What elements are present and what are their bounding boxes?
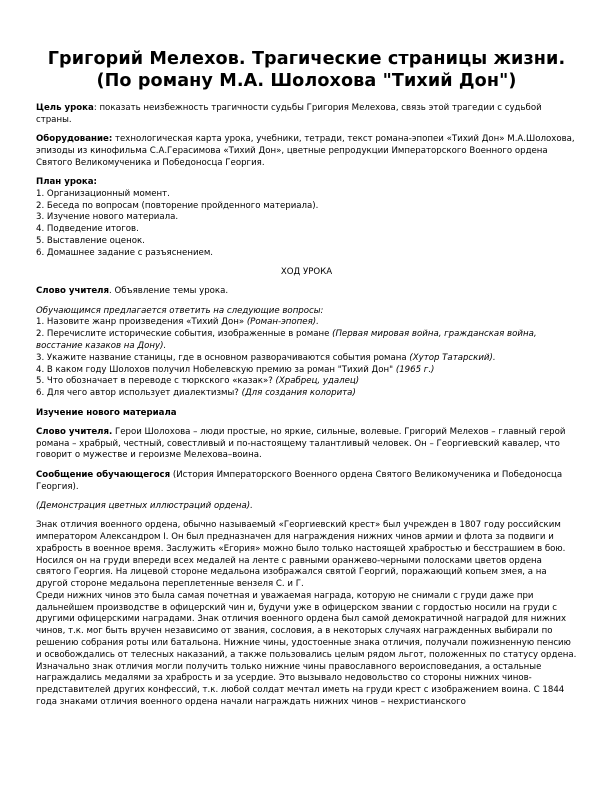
question-item	[36, 353, 577, 365]
question-text: 6. Для чего автор использует диалектизмы?	[36, 388, 242, 399]
question-text: 3. Укажите название станицы, где в основном разворачиваются события романа	[36, 352, 410, 363]
plan-item: 5. Выставление оценок.	[36, 235, 145, 246]
document-page	[36, 48, 577, 709]
equipment	[36, 134, 577, 169]
lesson-goal-text: : показать неизбежность трагичности судьбы Григория Мелехова, связь этой трагедии с судьбой страны.	[36, 103, 542, 125]
question-item	[36, 317, 577, 329]
equipment-label: Оборудование:	[36, 134, 113, 145]
question-text: 1. Назовите жанр произведения «Тихий Дон»	[36, 317, 247, 328]
new-material-heading: Изучение нового материала	[36, 407, 177, 418]
question-answer: (1965 г.)	[395, 364, 435, 375]
teacher-intro-text: . Объявление темы урока.	[108, 286, 229, 297]
teacher-word-label: Слово учителя.	[36, 426, 113, 437]
question-item	[36, 376, 577, 388]
question-item	[36, 329, 577, 353]
plan-item: 4. Подведение итогов.	[36, 224, 139, 235]
plan-item: 3. Изучение нового материала.	[36, 212, 179, 223]
body-paragraph: Знак отличия военного ордена, обычно называемый «Георгиевский крест» был учрежден в 1807 году российским императором Александром I. Он был предназначен для награждения нижних чинов армии и флота за подвиги и храбрость в военное время. Заслужить «Егория» можно было только настоящей храбростью и бесстрашием в бою. Носился он на груди впереди всех медалей на ленте с равными оранжево-черными полосками цветов ордена святого Георгия. На лицевой стороне медальона изображался святой Георгий, поражающий копьем змея, а на другой стороне медальона переплетенные вензеля С. и Г.	[36, 520, 566, 590]
question-answer: (Хутор Татарский).	[409, 352, 496, 363]
teacher-intro	[36, 286, 577, 298]
questions-intro: Обучающимся предлагается ответить на следующие вопросы:	[36, 305, 324, 316]
course-heading: ХОД УРОКА	[280, 267, 333, 278]
body-paragraph: Изначально знак отличия могли получить только нижние чины православного вероисповедания, а остальные награждались медалями за храбрость и за усердие. Это вызывало недовольство со стороны нижних чинов-представителей других конфессий, т.к. любой солдат мечтал иметь на груди крест с изображением воина. С 1844 года знаками отличия военного ордена начали награждать нижних чинов – нехристианского	[36, 661, 565, 708]
teacher-word-text: Герои Шолохова – люди простые, но яркие, сильные, волевые. Григорий Мелехов – главный герой романа – храбрый, честный, совестливый и по-настоящему талантливый человек. Он – Георгиевский кавалер, что говорит о мужестве и героизме Мелехова–воина.	[36, 426, 566, 461]
question-text: 4. В каком году Шолохов получил Нобелевскую премию за роман "Тихий Дон"	[36, 364, 396, 375]
question-answer: (Роман-эпопея).	[246, 317, 319, 328]
student-report	[36, 470, 577, 494]
plan-item: 2. Беседа по вопросам (повторение пройденного материала).	[36, 200, 319, 211]
plan-item: 1. Организационный момент.	[36, 188, 170, 199]
question-text: 5. Что обозначает в переводе с тюркского «казак»?	[36, 376, 276, 387]
student-report-label: Сообщение обучающегося	[36, 469, 171, 480]
teacher-word	[36, 427, 577, 462]
question-item	[36, 388, 577, 400]
student-report-text: (История Императорского Военного ордена Святого Великомученика и Победоносца Георгия).	[36, 469, 563, 492]
body-paragraph: Среди нижних чинов это была самая почетная и уважаемая награда, которую не снимали с груди даже при дальнейшем производстве в офицерский чин и, будучи уже в офицерском звании с гордостью носили на груди с другими офицерскими наградами. Знак отличия военного ордена был самой демократичной наградой для нижних чинов, т.к. мог быть вручен независимо от звания, сословия, а в некоторых случаях награжденных выбирали по решению собрания роты или батальона. Нижние чины, удостоенные знака отличия, получали пожизненную пенсию и освобождались от телесных наказаний, а также пользовались целым рядом льгот, положенных по статусу ордена.	[36, 590, 577, 660]
plan-list	[36, 189, 577, 260]
question-answer: (Для создания колорита)	[241, 388, 356, 399]
teacher-intro-label: Слово учителя	[36, 286, 109, 297]
equipment-text: технологическая карта урока, учебники, тетради, текст романа-эпопеи «Тихий Дон» М.А.Шолохова, эпизоды из кинофильма С.А.Герасимова «Тихий Дон», цветные репродукции Императорского Военного ордена Святого Великомученика и Победоносца Георгия.	[36, 134, 575, 168]
document-title: Григорий Мелехов. Трагические страницы жизни. (По роману М.А. Шолохова "Тихий Дон")	[47, 49, 566, 91]
plan-heading: План урока:	[36, 176, 97, 187]
lesson-goal	[36, 103, 577, 127]
question-answer: (Храбрец, удалец)	[275, 376, 360, 387]
questions-list	[36, 317, 577, 400]
question-item	[36, 365, 577, 377]
question-answer: (Первая мировая война, гражданская война, восстание казаков на Дону).	[36, 329, 537, 352]
question-text: 2. Перечислите исторические события, изображенные в романе	[36, 329, 333, 340]
demo-note: (Демонстрация цветных иллюстраций ордена).	[36, 500, 253, 511]
lesson-goal-label: Цель урока	[36, 103, 94, 113]
plan-item: 6. Домашнее задание с разъяснением.	[36, 247, 214, 258]
